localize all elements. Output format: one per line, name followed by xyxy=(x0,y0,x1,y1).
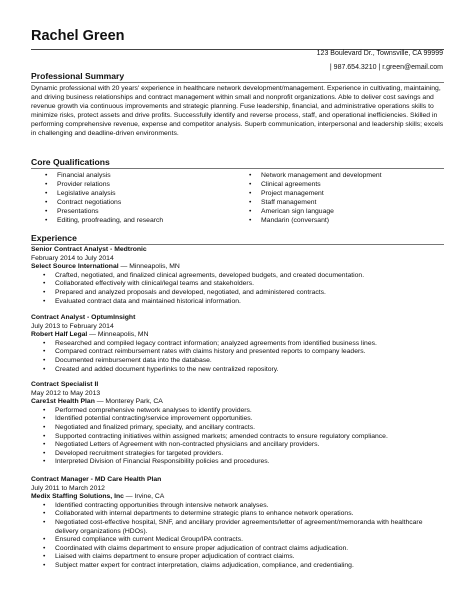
summary-divider xyxy=(31,82,444,83)
experience-divider xyxy=(31,244,444,245)
job-bullets xyxy=(31,340,444,374)
qualifications-right-list xyxy=(249,171,451,225)
list-item: • Provider relations xyxy=(45,181,110,188)
bullet-icon: • xyxy=(43,561,46,569)
list-item: • Negotiated Letters of Agreement with non-contracted physicians and ancillary providers. xyxy=(43,441,320,449)
bullet-icon: • xyxy=(45,208,48,215)
bullet-icon: • xyxy=(43,458,46,466)
summary-text: Dynamic professional with 20 years' experience in healthcare network development/management. Experience in cultivating, maintaining, and driving business relationships and contract management within small and nonprofit organizations. Able to deliver cost savings and revenue growth via continuous improvements and strategic planning. Fuse leadership, financial, and administrative operations skills to minimize risks, protect assets and drive profits. Successfully identify and reverse process, staff, and operational inefficiencies. Skilled in performing comprehensive revenue, expense and competitor analysis. Superb communication, interpersonal and leadership skills; excels in challenging and deadline-driven environments. xyxy=(31,85,444,138)
list-item: • Researched and compiled legacy contract information; analyzed agreements from identified business lines. xyxy=(43,339,377,347)
bullet-icon: • xyxy=(43,271,46,279)
bullet-icon: • xyxy=(43,544,46,552)
qualifications-left-list xyxy=(45,171,247,225)
list-item: • Interpreted Division of Financial Responsibility policies and procedures. xyxy=(43,458,270,466)
list-item: • Mandarin (conversant) xyxy=(249,217,329,224)
list-item: • Contract negotiations xyxy=(45,199,122,206)
bullet-icon: • xyxy=(249,208,252,215)
bullet-icon: • xyxy=(249,181,252,188)
job-employer-line xyxy=(31,331,444,340)
list-item: • Network management and development xyxy=(249,172,382,179)
job-location: — Irvine, CA xyxy=(123,493,165,501)
list-item: • Collaborated with internal departments to determine strategic plans to enhance network operations. xyxy=(43,510,354,518)
job-bullets xyxy=(31,272,444,306)
qualifications-heading: Core Qualifications xyxy=(31,157,110,167)
contact-address: 123 Boulevard Dr., Townsville, CA 99999 xyxy=(316,50,443,57)
list-item: • Clinical agreements xyxy=(249,181,321,188)
list-item: • Prepared and analyzed proposals and developed, negotiated, and administered contracts. xyxy=(43,288,326,296)
list-item: • Supported contracting initiatives within assigned markets; amended contracts to ensure regulatory compliance. xyxy=(43,432,388,440)
list-item: • Documented reimbursement data into the database. xyxy=(43,356,212,364)
bullet-icon: • xyxy=(43,365,46,373)
bullet-icon: • xyxy=(249,217,252,224)
bullet-icon: • xyxy=(43,339,46,347)
job-entry xyxy=(31,476,444,571)
list-item: • Created and added document hyperlinks to the new centralized repository. xyxy=(43,365,279,373)
job-company: Select Source International xyxy=(31,263,119,271)
job-entry xyxy=(31,381,444,467)
bullet-icon: • xyxy=(43,553,46,561)
bullet-icon: • xyxy=(249,199,252,206)
job-title: Contract Manager - MD Care Health Plan xyxy=(31,476,162,483)
candidate-name: Rachel Green xyxy=(31,28,125,44)
list-item: • Identified potential contracting/service improvement opportunities. xyxy=(43,415,253,423)
list-item: • Subject matter expert for contract interpretation, claims adjudication, compliance, and credentialing. xyxy=(43,561,354,569)
job-company: Robert Half Legal xyxy=(31,331,88,339)
bullet-icon: • xyxy=(43,423,46,431)
bullet-icon: • xyxy=(43,501,46,509)
job-title: Senior Contract Analyst - Medtronic xyxy=(31,246,147,253)
list-item: • American sign language xyxy=(249,208,334,215)
bullet-icon: • xyxy=(43,536,46,544)
job-bullets xyxy=(31,407,444,467)
job-title: Contract Analyst - OptumInsight xyxy=(31,314,136,321)
qualifications-divider xyxy=(31,168,444,169)
job-employer-line xyxy=(31,398,444,407)
bullet-icon: • xyxy=(43,356,46,364)
job-entry xyxy=(31,246,444,306)
list-item: • Ensured compliance with current Medical Group/IPA contracts. xyxy=(43,536,244,544)
job-location: — Minneapolis, MN xyxy=(118,263,180,271)
list-item: • Coordinated with claims department to ensure proper adjudication of contract claims adjudication. xyxy=(43,544,349,552)
list-item: • Negotiated and finalized primary, specialty, and ancillary contracts. xyxy=(43,423,255,431)
bullet-icon: • xyxy=(43,288,46,296)
job-location: — Monterey Park, CA xyxy=(94,398,163,406)
job-company: Care1st Health Plan xyxy=(31,398,95,406)
bullet-icon: • xyxy=(45,181,48,188)
list-item: • Collaborated effectively with clinical/legal teams and stakeholders. xyxy=(43,280,254,288)
job-dates: May 2012 to May 2013 xyxy=(31,389,101,397)
list-item: • Identified contracting opportunities through intensive network analyses. xyxy=(43,501,269,509)
bullet-icon: • xyxy=(43,348,46,356)
bullet-icon: • xyxy=(43,415,46,423)
list-item: • Negotiated cost-effective hospital, SNF, and ancillary provider agreements/letter of agreement/memoranda with healthcare delivery organizations (HDOs). xyxy=(43,518,423,535)
list-item: • Project management xyxy=(249,190,324,197)
bullet-icon: • xyxy=(43,518,46,526)
list-item: • Liaised with claims department to ensure proper adjudication of contract claims. xyxy=(43,553,295,561)
job-bullets xyxy=(31,502,444,571)
job-dates: July 2011 to March 2012 xyxy=(31,484,105,492)
bullet-icon: • xyxy=(45,199,48,206)
list-item: • Financial analysis xyxy=(45,172,111,179)
list-item: • Presentations xyxy=(45,208,99,215)
bullet-icon: • xyxy=(45,190,48,197)
list-item: • Compared contract reimbursement rates with claims history and presented reports to company leaders. xyxy=(43,348,366,356)
bullet-icon: • xyxy=(249,172,252,179)
list-item: • Editing, proofreading, and research xyxy=(45,217,164,224)
bullet-icon: • xyxy=(43,449,46,457)
list-item: • Developed recruitment strategies for targeted providers. xyxy=(43,449,224,457)
bullet-icon: • xyxy=(43,510,46,518)
experience-heading: Experience xyxy=(31,233,77,243)
bullet-icon: • xyxy=(45,172,48,179)
job-dates: February 2014 to July 2014 xyxy=(31,254,114,262)
list-item: • Evaluated contract data and maintained historical information. xyxy=(43,297,241,305)
job-title: Contract Specialist II xyxy=(31,381,99,388)
contact-phone-email: | 987.654.3210 | r.green@email.com xyxy=(329,64,443,71)
bullet-icon: • xyxy=(43,441,46,449)
list-item: • Legislative analysis xyxy=(45,190,116,197)
list-item: • Performed comprehensive network analyses to identify providers. xyxy=(43,406,252,414)
bullet-icon: • xyxy=(249,190,252,197)
job-dates: July 2013 to February 2014 xyxy=(31,322,114,330)
summary-heading: Professional Summary xyxy=(31,71,125,81)
job-employer-line xyxy=(31,263,444,272)
bullet-icon: • xyxy=(43,432,46,440)
job-location: — Minneapolis, MN xyxy=(87,331,149,339)
bullet-icon: • xyxy=(43,297,46,305)
job-employer-line xyxy=(31,493,444,502)
bullet-icon: • xyxy=(45,217,48,224)
bullet-icon: • xyxy=(43,280,46,288)
list-item: • Crafted, negotiated, and finalized clinical agreements, developed budgets, and created documentation. xyxy=(43,271,365,279)
job-company: Medix Staffing Solutions, Inc xyxy=(31,493,124,501)
bullet-icon: • xyxy=(43,406,46,414)
job-entry xyxy=(31,314,444,374)
list-item: • Staff management xyxy=(249,199,317,206)
